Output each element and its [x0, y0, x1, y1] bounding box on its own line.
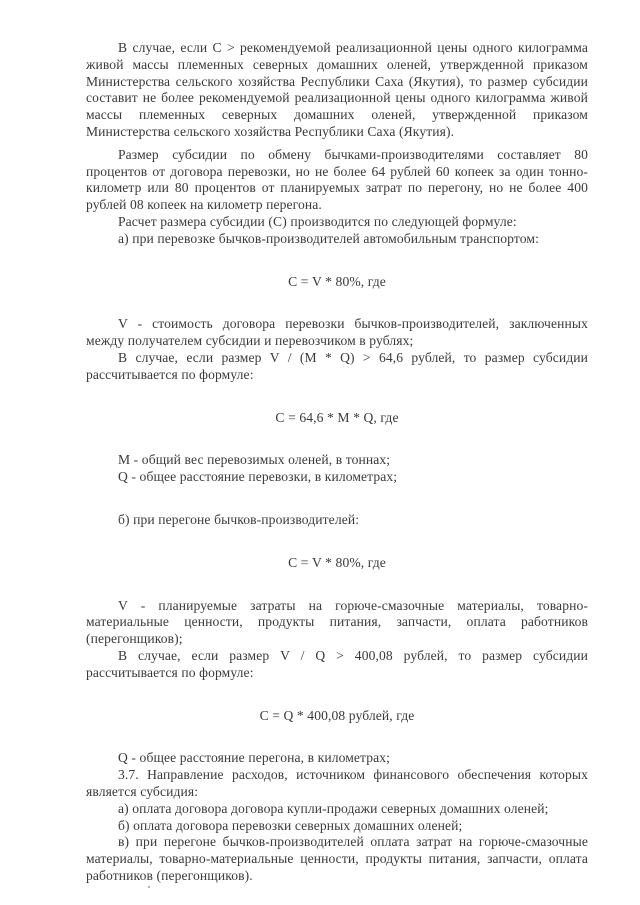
paragraph-driving: б) при перегоне бычков-производителей: — [118, 511, 360, 527]
paragraph-m-definition: М - общий вес перевозимых оленей, в тоннах; — [118, 452, 391, 468]
paragraph-item-b: б) оплата договора перевозки северных домашних оленей; — [118, 817, 463, 833]
paragraph-truck-transport: а) при перевозке бычков-производителей автомобильным транспортом: — [118, 230, 539, 246]
paragraph-calc-intro: Расчет размера субсидии (С) производится по следующей формуле: — [118, 213, 517, 229]
scan-speck — [148, 886, 150, 888]
formula-transport: С = V * 80%, где — [288, 273, 386, 289]
paragraph-item-a: а) оплата договора договора купли-продажи северных домашних оленей; — [118, 800, 549, 816]
paragraph-item-v: в) при перегоне бычков-производителей оплата затрат на горюче-смазочные материалы, товарно-материальные ценности, продукты питания, запчасти, оплата работников (перегонщиков). — [86, 834, 588, 883]
formula-transport-cap: С = 64,6 * М * Q, где — [275, 409, 399, 425]
paragraph-subsidy-size: Размер субсидии по обмену бычками-производителями составляет 80 процентов от договора перевозки, но не более 64 рублей 60 копеек за один тонно-километр или 80 процентов от планируемых затрат по перегону, но не более 400 рублей 08 копеек на километр перегона. — [86, 146, 588, 213]
paragraph-driving-limit: В случае, если размер V / Q > 400,08 рублей, то размер субсидии рассчитывается по формуле: — [86, 647, 588, 680]
formula-driving: С = V * 80%, где — [288, 554, 386, 570]
paragraph-v-planned: V - планируемые затраты на горюче-смазочные материалы, товарно-материальные ценности, продукты питания, запчасти, оплата работников (перегонщиков); — [86, 597, 588, 647]
formula-driving-cap: С = Q * 400,08 рублей, где — [259, 707, 415, 723]
paragraph-v-definition: V - стоимость договора перевозки бычков-производителей, заключенных между получателем субсидии и перевозчиком в рублях; — [86, 316, 588, 349]
paragraph-section-3-7: 3.7. Направление расходов, источником финансового обеспечения которых является субсидия: — [86, 767, 588, 799]
paragraph-transport-limit: В случае, если размер V / (M * Q) > 64,6 рублей, то размер субсидии рассчитывается по формуле: — [86, 349, 588, 382]
paragraph-q-definition: Q - общее расстояние перевозки, в километрах; — [118, 469, 398, 485]
paragraph-price-limit: В случае, если С > рекомендуемой реализационной цены одного килограмма живой массы племенных северных домашних оленей, утвержденной приказом Министерства сельского хозяйства Республики Саха (Якутия), то размер субсидии составит не более рекомендуемой реализационной цены одного килограмма живой массы племенных северных домашних оленей, утвержденной приказом Министерства сельского хозяйства Республики Саха (Якутия). — [86, 40, 588, 139]
paragraph-q-driving: Q - общее расстояние перегона, в километрах; — [118, 750, 391, 766]
